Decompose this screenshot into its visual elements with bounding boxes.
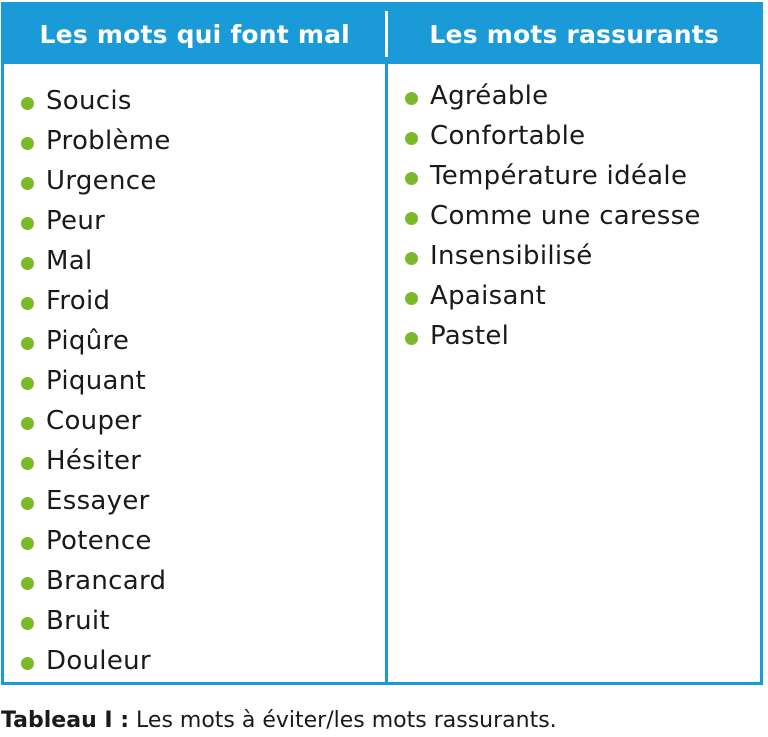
list-item-label: Problème (46, 126, 171, 156)
list-item-label: Confortable (430, 121, 586, 151)
list-item-label: Hésiter (46, 446, 142, 476)
bullet-dot-icon (21, 417, 34, 430)
bullet-dot-icon (21, 657, 34, 670)
bullet-dot-icon (21, 377, 34, 390)
bullet-dot-icon (21, 97, 34, 110)
list-item-label: Douleur (46, 646, 151, 676)
list-item (21, 601, 171, 641)
hurtful-words-list (21, 81, 171, 681)
list-item (405, 156, 701, 196)
list-item (405, 316, 701, 356)
list-item-label: Froid (46, 286, 111, 316)
list-item (21, 561, 171, 601)
bullet-dot-icon (21, 457, 34, 470)
list-item (405, 76, 701, 116)
list-item (21, 401, 171, 441)
table-header-row (4, 5, 760, 64)
list-item-label: Soucis (46, 86, 132, 116)
list-item (21, 641, 171, 681)
list-item-label: Piqûre (46, 326, 130, 356)
list-item (405, 276, 701, 316)
list-item-label: Essayer (46, 486, 150, 516)
list-item-label: Couper (46, 406, 142, 436)
bullet-dot-icon (405, 252, 418, 265)
list-item (21, 521, 171, 561)
table-caption (1, 708, 557, 733)
bullet-dot-icon (21, 577, 34, 590)
list-item-label: Comme une caresse (430, 201, 701, 231)
list-item (405, 236, 701, 276)
bullet-dot-icon (21, 137, 34, 150)
list-item-label: Mal (46, 246, 93, 276)
bullet-dot-icon (21, 617, 34, 630)
bullet-dot-icon (21, 497, 34, 510)
bullet-dot-icon (21, 537, 34, 550)
list-item-label: Potence (46, 526, 152, 556)
bullet-dot-icon (405, 172, 418, 185)
header-hurtful-words: Les mots qui font mal (39, 20, 350, 49)
bullet-dot-icon (405, 292, 418, 305)
list-item (405, 116, 701, 156)
list-item (21, 241, 171, 281)
words-table (1, 2, 763, 685)
bullet-dot-icon (21, 257, 34, 270)
caption-label: Tableau I : (1, 708, 130, 733)
list-item (21, 441, 171, 481)
list-item (21, 281, 171, 321)
bullet-dot-icon (405, 92, 418, 105)
list-item (21, 81, 171, 121)
bullet-dot-icon (21, 337, 34, 350)
list-item (21, 481, 171, 521)
list-item-label: Insensibilisé (430, 241, 593, 271)
bullet-dot-icon (21, 297, 34, 310)
reassuring-words-list (405, 76, 701, 356)
list-item (21, 201, 171, 241)
bullet-dot-icon (405, 212, 418, 225)
list-item-label: Agréable (430, 81, 549, 111)
list-item-label: Apaisant (430, 281, 546, 311)
list-item (21, 361, 171, 401)
list-item (21, 121, 171, 161)
bullet-dot-icon (21, 217, 34, 230)
list-item (21, 161, 171, 201)
list-item (21, 321, 171, 361)
list-item-label: Urgence (46, 166, 157, 196)
column-divider (385, 64, 388, 682)
header-reassuring-words: Les mots rassurants (429, 20, 720, 49)
bullet-dot-icon (405, 332, 418, 345)
list-item-label: Pastel (430, 321, 510, 351)
list-item-label: Température idéale (430, 161, 688, 191)
caption-text: Les mots à éviter/les mots rassurants. (129, 708, 557, 733)
bullet-dot-icon (405, 132, 418, 145)
list-item-label: Bruit (46, 606, 110, 636)
bullet-dot-icon (21, 177, 34, 190)
list-item (405, 196, 701, 236)
list-item-label: Brancard (46, 566, 167, 596)
list-item-label: Peur (46, 206, 106, 236)
list-item-label: Piquant (46, 366, 147, 396)
